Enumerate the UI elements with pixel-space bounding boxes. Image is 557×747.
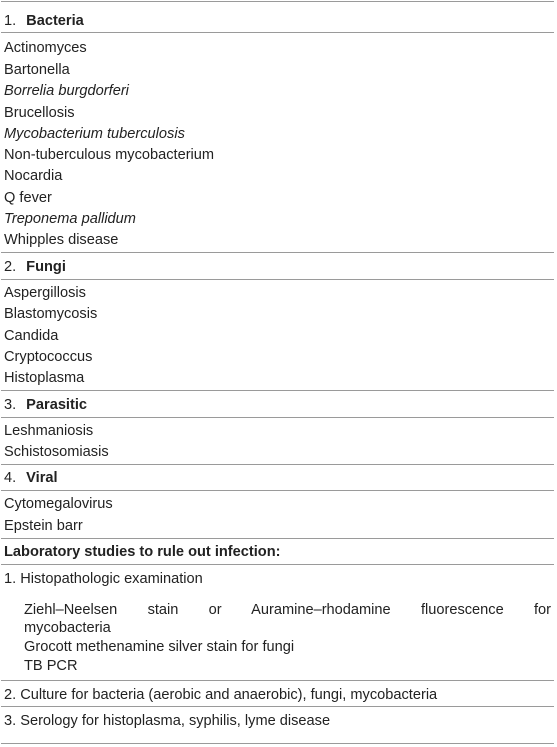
list-item: Bartonella xyxy=(4,62,70,78)
divider xyxy=(1,279,554,280)
divider xyxy=(1,390,554,391)
section-heading-fungi xyxy=(4,258,66,276)
section-number: 4. xyxy=(4,470,17,486)
section-title: Fungi xyxy=(26,259,66,275)
section-title: Viral xyxy=(26,470,58,486)
infection-table xyxy=(1,0,554,745)
list-item: Non-tuberculous mycobacterium xyxy=(4,147,215,163)
lab-heading: Laboratory studies to rule out infection: xyxy=(4,544,281,560)
list-item: Treponema pallidum xyxy=(4,211,136,227)
section-number: 3. xyxy=(4,397,17,413)
list-item: Cytomegalovirus xyxy=(4,496,113,512)
divider xyxy=(1,490,554,491)
divider xyxy=(1,252,554,253)
divider xyxy=(1,706,554,707)
list-item: Mycobacterium tuberculosis xyxy=(4,126,185,142)
list-item: Cryptococcus xyxy=(4,349,93,365)
list-item: Brucellosis xyxy=(4,105,75,121)
top-rule xyxy=(1,1,554,2)
lab-subitem-tb-pcr: TB PCR xyxy=(24,658,78,674)
list-item: Actinomyces xyxy=(4,40,87,56)
lab-item-serology: 3. Serology for histoplasma, syphilis, lyme disease xyxy=(4,713,331,729)
list-item: Epstein barr xyxy=(4,518,83,534)
divider xyxy=(1,538,554,539)
list-item: Borrelia burgdorferi xyxy=(4,83,129,99)
list-item: Schistosomiasis xyxy=(4,444,109,460)
lab-item-culture: 2. Culture for bacteria (aerobic and anaerobic), fungi, mycobacteria xyxy=(4,687,438,703)
section-heading-bacteria xyxy=(4,12,84,30)
list-item: Whipples disease xyxy=(4,232,119,248)
section-title: Bacteria xyxy=(26,13,84,29)
section-title: Parasitic xyxy=(26,397,88,413)
section-number: 2. xyxy=(4,259,17,275)
list-item: Aspergillosis xyxy=(4,285,86,301)
divider xyxy=(1,680,554,681)
section-number: 1. xyxy=(4,13,17,29)
section-heading-parasitic xyxy=(4,396,87,414)
list-item: Histoplasma xyxy=(4,370,85,386)
list-item: Candida xyxy=(4,328,59,344)
divider xyxy=(1,32,554,33)
divider xyxy=(1,464,554,465)
list-item: Blastomycosis xyxy=(4,306,98,322)
bottom-rule xyxy=(1,743,554,744)
lab-subitem-grocott: Grocott methenamine silver stain for fungi xyxy=(24,639,295,655)
list-item: Nocardia xyxy=(4,168,63,184)
divider xyxy=(1,564,554,565)
lab-subitem-stain: Ziehl–Neelsen stain or Auramine–rhodamine fluorescence for xyxy=(24,602,551,618)
section-heading-viral xyxy=(4,469,58,487)
lab-subitem-stain-continued: mycobacteria xyxy=(24,620,111,636)
list-item: Leshmaniosis xyxy=(4,423,94,439)
lab-item-histopathology: 1. Histopathologic examination xyxy=(4,571,203,587)
divider xyxy=(1,417,554,418)
list-item: Q fever xyxy=(4,190,52,206)
